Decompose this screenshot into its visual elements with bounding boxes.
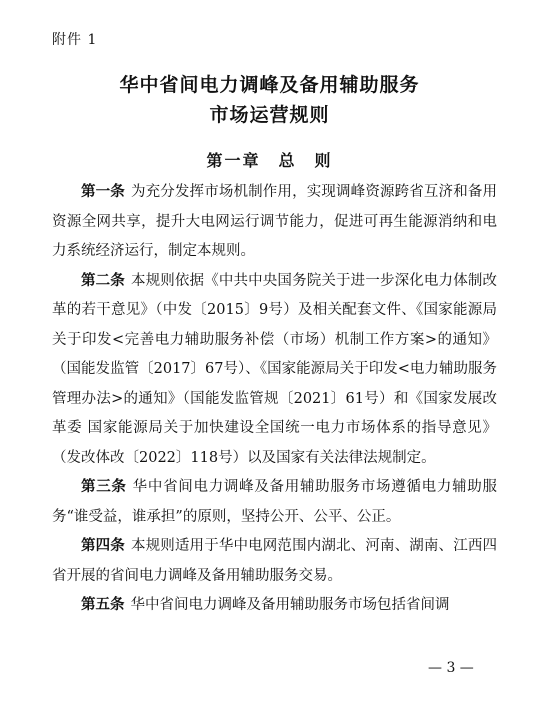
article-4: [52, 532, 497, 591]
chapter-heading: 第一章 总 则: [206, 151, 333, 170]
article-text: 本规则适用于华中电网范围内湖北、河南、湖南、江西四省开展的省间电力调峰及备用辅助服务交易。: [52, 538, 498, 584]
article-text: 本规则依据《中共中央国务院关于进一步深化电力体制改革的若干意见》（中发〔2015〕9号）及相关配套文件、《国家能源局关于印发<完善电力辅助服务补偿（市场）机制工作方案>的通知》（国能发监管〔2017〕67号）、《国家能源局关于印发<电力辅助服务管理办法>的通知》（国能发监管规〔2021〕61号）和《国家发展改革委 国家能源局关于加快建设全国统一电力市场体系的指导意见》（发改体改〔2022〕118号）以及国家有关法律法规制定。: [52, 272, 498, 466]
article-5: [52, 591, 497, 621]
article-label: 第五条: [81, 597, 125, 613]
document-title-line-2: 市场运营规则: [209, 104, 330, 126]
page-number: — 3 —: [428, 660, 474, 676]
article-3: [52, 473, 497, 532]
article-text: 为充分发挥市场机制作用，实现调峰资源跨省互济和备用资源全网共享，提升大电网运行调节能力，促进可再生能源消纳和电力系统经济运行，制定本规则。: [52, 184, 498, 259]
article-1: [52, 178, 497, 267]
article-label: 第四条: [81, 538, 125, 554]
article-label: 第二条: [81, 272, 125, 289]
document-body: [52, 178, 497, 621]
article-text: 华中省间电力调峰及备用辅助服务市场包括省间调: [130, 597, 450, 613]
document-title-line-1: 华中省间电力调峰及备用辅助服务: [119, 74, 420, 96]
article-label: 第三条: [81, 479, 127, 495]
attachment-label: 附件 1: [52, 32, 98, 48]
article-label: 第一条: [81, 184, 125, 200]
article-2: [52, 267, 497, 474]
article-text: 华中省间电力调峰及备用辅助服务市场遵循电力辅助服务“谁受益，谁承担”的原则，坚持公开、公平、公正。: [52, 479, 498, 525]
